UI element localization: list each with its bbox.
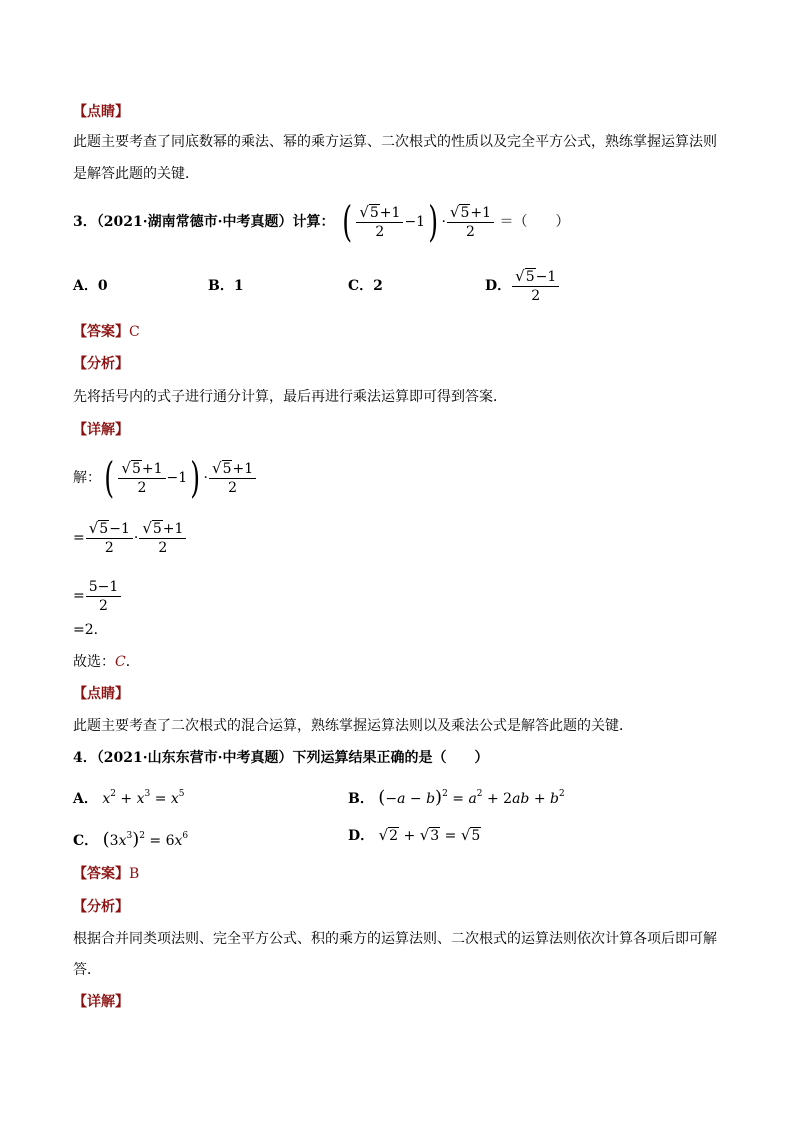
dianjing-text: 此题主要考查了同底数幂的乘法、幂的乘方运算、二次根式的性质以及完全平方公式，熟练掌握运算法则 <box>73 134 717 150</box>
q4-analysis-tag: 【分析】 <box>73 899 129 915</box>
q4-answer: 【答案】B <box>73 866 140 882</box>
option-d: D． √ 5 −1 2 <box>485 266 560 306</box>
dianjing-text-cont: 是解答此题的关键． <box>73 166 199 182</box>
fraction: √ 5 +1 2 <box>356 204 403 241</box>
choice-line: 故选：C． <box>73 654 140 670</box>
option-b: B．1 <box>208 278 244 294</box>
dianjing-text-2: 此题主要考查了二次根式的混合运算，熟练掌握运算法则以及乘法公式是解答此题的关键． <box>73 718 633 734</box>
q4-option-d: D． √ 2 + √ 3 = √ 5 <box>348 826 481 844</box>
option-c: C．2 <box>348 278 383 294</box>
solution-step-2: = √ 5 −1 2 · √ 5 +1 2 <box>73 518 187 558</box>
question-prefix: 计算： <box>292 214 335 230</box>
q4-detail-tag: 【详解】 <box>73 994 129 1010</box>
dianjing-tag: 【点睛】 <box>73 104 129 120</box>
analysis-text: 先将括号内的式子进行通分计算，最后再进行乘法运算即可得到答案． <box>73 389 507 405</box>
question-number: 3． <box>73 214 97 230</box>
solution-step-1: 解：( √ 5 +1 2 −1) · √ 5 +1 2 <box>73 452 257 504</box>
q4-analysis-text: 根据合并同类项法则、完全平方公式、积的乘方的运算法则、二次根式的运算法则依次计算各项后即可解 <box>73 931 717 947</box>
q4-option-a: A． $x^2 + x^3 = x^5$ <box>73 789 185 807</box>
q4-answer-value: B <box>129 866 140 882</box>
dianjing-tag-2: 【点睛】 <box>73 686 129 702</box>
q4-analysis-text-cont: 答． <box>73 962 101 978</box>
answer-value: C <box>129 324 140 340</box>
question-suffix: ＝（ ） <box>499 214 570 230</box>
solution-step-3: = $\frac{5-1}{2}$ <box>73 576 122 616</box>
option-a: A．0 <box>73 278 108 294</box>
q3-expression: ( √ 5 +1 2 −1) · √ 5 +1 2 <box>339 214 500 230</box>
detail-tag: 【详解】 <box>73 422 129 438</box>
question-3 <box>73 196 570 248</box>
fraction: √ 5 +1 2 <box>447 204 494 241</box>
answer: 【答案】C <box>73 324 140 340</box>
analysis-tag: 【分析】 <box>73 356 129 372</box>
solution-step-4: =2． <box>73 622 108 638</box>
q4-option-b: B． $(-a - b)^2 = a^2 + 2ab + b^2$ <box>348 787 565 808</box>
question-source: （2021·湖南常德市·中考真题） <box>96 214 293 230</box>
question-4: 4．（2021·山东东营市·中考真题）下列运算结果正确的是（ ） <box>73 750 489 766</box>
q4-option-c: C． $(3x^3)^2 = 6x^6$ <box>73 829 189 850</box>
